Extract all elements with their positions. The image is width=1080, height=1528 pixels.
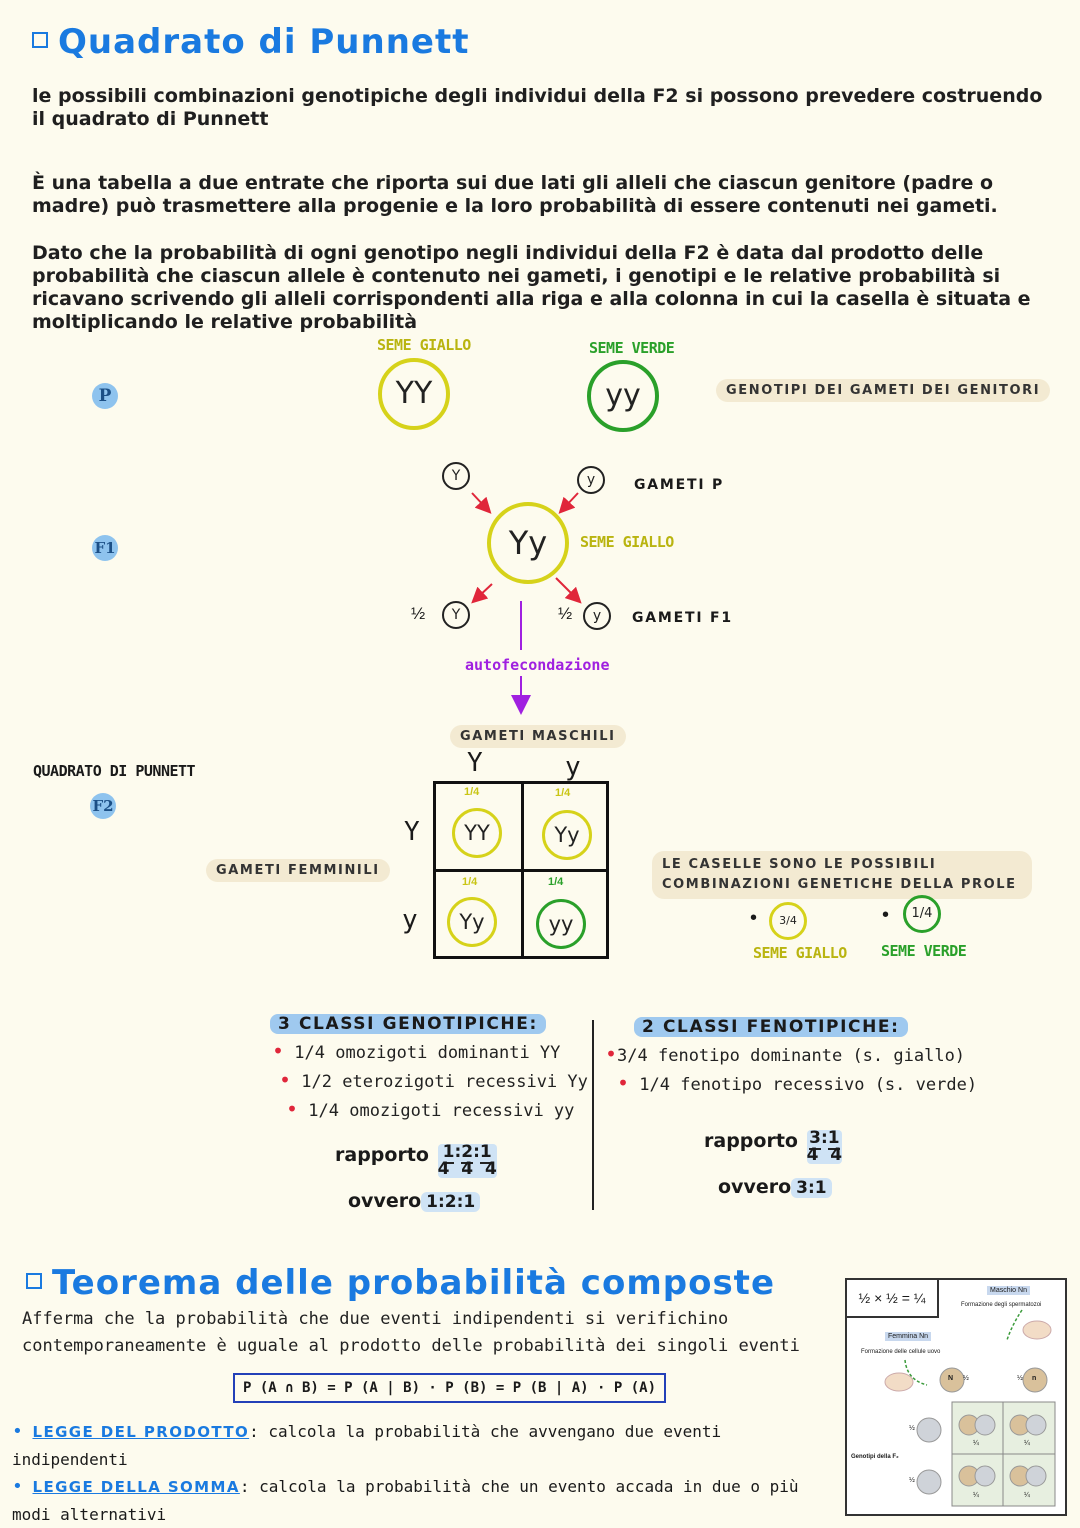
gamete-f1-y-prob: ½ <box>558 604 573 623</box>
cell-3-prob: 1/4 <box>462 876 478 888</box>
list-item: • 1/4 fenotipo recessivo (s. verde) <box>617 1071 978 1095</box>
egg-cell <box>885 1373 913 1391</box>
figure-female-sub: Formazione delle cellule uovo <box>861 1349 941 1355</box>
pheno-yellow-prob: 3/4 <box>769 902 807 940</box>
gamete-coin-n2 <box>917 1470 941 1494</box>
stage-f2-badge: F2 <box>90 793 116 819</box>
phenotypic-classes-list <box>605 1041 977 1099</box>
pheno-yellow-label: SEME GIALLO <box>753 944 847 962</box>
genotypic-ratio: rapporto 1:2:1 4 4 4 <box>335 1142 497 1179</box>
arrow-f1-to-gamete-Y <box>477 584 492 598</box>
list-item: •3/4 fenotipo dominante (s. giallo) <box>605 1042 966 1066</box>
parent-green-label: SEME VERDE <box>589 339 675 357</box>
figure-allele-N: N <box>948 1375 954 1382</box>
law-sum-name: LEGGE DELLA SOMMA <box>32 1478 240 1496</box>
genotypic-classes-list <box>272 1038 588 1125</box>
list-item: • 1/2 eterozigoti recessivi Yy <box>279 1068 588 1092</box>
figure-male-sub: Formazione degli spermatozoi <box>961 1302 1042 1308</box>
figure-quarter-2: ¼ <box>1024 1440 1030 1447</box>
definition-paragraph: È una tabella a due entrate che riporta sui due lati gli alleli che ciascun genitore (padre o madre) può trasmettere alla progenie e la loro probabilità di essere contenuti nei gameti. <box>32 172 998 217</box>
phenotypic-ratio: rapporto 3:1 4 4 <box>704 1128 843 1165</box>
punnett-label: QUADRATO DI PUNNETT <box>33 762 196 780</box>
figure-half-3: ½ <box>909 1425 915 1432</box>
cell-1-prob: 1/4 <box>464 786 480 798</box>
cells-combinations-tag <box>652 851 1032 899</box>
f1-circle: Yy <box>487 502 569 584</box>
bullet-dot-icon: • <box>882 904 890 926</box>
row-header-y: y <box>402 905 418 935</box>
row-header-Y: Y <box>404 817 420 847</box>
list-item: • LEGGE DELLA SOMMA: calcola la probabilità che un evento accada in due o più modi alternativi <box>12 1476 799 1524</box>
col-header-y: y <box>565 752 581 782</box>
col-header-Y: Y <box>467 748 483 778</box>
figure-product: ½ × ½ = ¼ <box>847 1280 939 1318</box>
cell-2-genotype: Yy <box>542 810 592 860</box>
figure-male-title: Maschio Nn <box>987 1286 1030 1295</box>
figure-half-2: ½ <box>1017 1375 1023 1382</box>
cells-tag-line-1: LE CASELLE SONO LE POSSIBILI <box>662 857 937 872</box>
gamete-coin-N2 <box>917 1418 941 1442</box>
law-product-name: LEGGE DEL PRODOTTO <box>32 1423 250 1441</box>
gamete-f1-y: y <box>583 602 611 630</box>
parent-green-circle: yy <box>587 360 659 432</box>
parent-yellow-circle: YY <box>378 358 450 430</box>
section-title-theorem: Teorema delle probabilità composte <box>26 1263 775 1303</box>
theorem-description <box>22 1306 800 1360</box>
cell-3-genotype: Yy <box>447 897 497 947</box>
figure-female-title: Femmina Nn <box>885 1332 931 1341</box>
arrow-gamete-y-to-f1 <box>564 493 578 508</box>
law-product-text: : calcola la probabilità che avvengano due eventi indipendenti <box>12 1422 722 1469</box>
probability-figure <box>845 1278 1067 1516</box>
arrow-f1-to-gamete-y <box>556 578 576 598</box>
figure-quarter-4: ¼ <box>1024 1492 1030 1499</box>
figure-genotypes-label: Genotipi della F₂ <box>851 1454 899 1460</box>
pheno-green-label: SEME VERDE <box>881 942 967 960</box>
figure-allele-n: n <box>1032 1375 1037 1382</box>
parent-yellow-label: SEME GIALLO <box>377 336 471 354</box>
genotypic-ratio-fraction: 1:2:1 4 4 4 <box>437 1142 497 1179</box>
cell-4-prob: 1/4 <box>548 876 564 888</box>
autofecondazione-label: autofecondazione <box>465 656 610 674</box>
section-title-punnett: Quadrato di Punnett <box>32 22 469 62</box>
stage-f1-badge: F1 <box>92 535 118 561</box>
female-gametes-tag: GAMETI FEMMINILI <box>206 859 390 882</box>
cells-tag-line-2: COMBINAZIONI GENETICHE DELLA PROLE <box>662 877 1017 892</box>
gametes-f1-label: GAMETI F1 <box>632 610 733 626</box>
phenotypic-ovvero: ovvero 3:1 <box>718 1176 832 1198</box>
figure-drawing <box>847 1280 1069 1518</box>
genotypic-classes-title: 3 CLASSI GENOTIPICHE: <box>270 1014 546 1034</box>
law-sum-text: : calcola la probabilità che un evento accada in due o più modi alternativi <box>12 1477 799 1524</box>
cell-1-genotype: YY <box>452 808 502 858</box>
pheno-green-prob: 1/4 <box>903 895 941 933</box>
figure-quarter-3: ¼ <box>973 1492 979 1499</box>
gamete-p-Y: Y <box>442 462 470 490</box>
figure-quarter-1: ¼ <box>973 1440 979 1447</box>
bullet-dot-icon: • <box>750 907 758 929</box>
gamete-f1-Y-prob: ½ <box>411 604 426 623</box>
arrow-gamete-Y-to-f1 <box>472 493 486 508</box>
checkbox-bullet-icon <box>26 1273 42 1289</box>
stage-p-badge: P <box>92 383 118 409</box>
gamete-f1-Y: Y <box>442 601 470 629</box>
list-item: • 1/4 omozigoti dominanti YY <box>272 1039 561 1063</box>
sperm-path <box>1007 1310 1022 1340</box>
male-gametes-tag: GAMETI MASCHILI <box>450 725 626 748</box>
gamete-p-y: y <box>577 466 605 494</box>
theorem-desc-line-2: contemporaneamente è uguale al prodotto delle probabilità dei singoli eventi <box>22 1336 800 1356</box>
figure-half-4: ½ <box>909 1477 915 1484</box>
cell-2-prob: 1/4 <box>555 787 571 799</box>
probability-paragraph: Dato che la probabilità di ogni genotipo negli individui della F2 è data dal prodotto delle probabilità che ciascun allele è contenuto nei gameti, i genotipi e le relative probabilità si ricavano scrivendo gli alleli corrispondenti alla riga e alla colonna in cui la casella è situata e moltiplicando le relative probabilità <box>32 242 1031 333</box>
list-item: • LEGGE DEL PRODOTTO: calcola la probabilità che avvengano due eventi indipendenti <box>12 1421 722 1469</box>
gametes-p-label: GAMETI P <box>634 477 725 493</box>
phenotypic-classes-title: 2 CLASSI FENOTIPICHE: <box>634 1017 908 1037</box>
parents-genotypes-tag: GENOTIPI DEI GAMETI DEI GENITORI <box>716 379 1050 402</box>
list-item: • 1/4 omozigoti recessivi yy <box>286 1097 575 1121</box>
figure-half-1: ½ <box>963 1375 969 1382</box>
f1-label: SEME GIALLO <box>580 533 674 551</box>
cell-4-genotype: yy <box>536 899 586 949</box>
laws-list <box>12 1418 837 1528</box>
sperm-cell <box>1023 1321 1051 1339</box>
theorem-formula: P (A ∩ B) = P (A | B) · P (B) = P (B | A) · P (A) <box>233 1373 666 1403</box>
phenotypic-ratio-fraction: 3:1 4 4 <box>806 1128 843 1165</box>
genotypic-ovvero: ovvero 1:2:1 <box>348 1190 480 1212</box>
intro-paragraph: le possibili combinazioni genotipiche degli individui della F2 si possono prevedere costruendo il quadrato di Punnett <box>32 85 1043 130</box>
theorem-desc-line-1: Afferma che la probabilità che due eventi indipendenti si verifichino <box>22 1309 729 1329</box>
